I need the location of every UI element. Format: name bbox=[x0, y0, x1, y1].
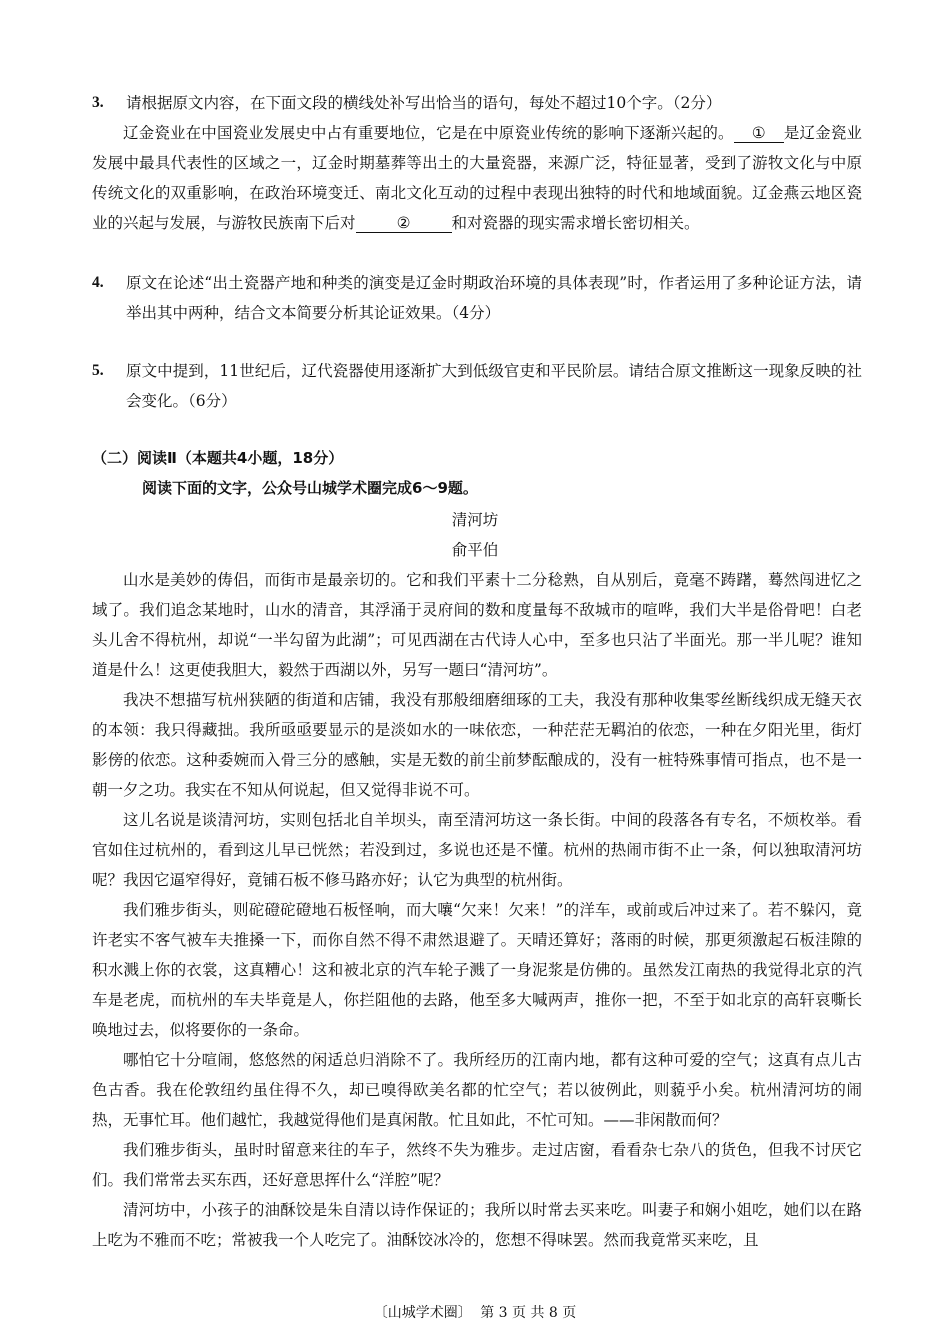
section-heading: （二）阅读Ⅱ（本题共4小题，18分） bbox=[92, 449, 344, 467]
blank-2: ② bbox=[356, 214, 452, 233]
blank-1: ① bbox=[734, 124, 784, 143]
article-title: 清河坊 bbox=[451, 511, 499, 529]
question-number: 5. bbox=[92, 362, 104, 379]
question-text: 请根据原文内容，在下面文段的横线处补写出恰当的语句，每处不超过10个字。（2分） bbox=[126, 94, 722, 112]
question-number: 3. bbox=[92, 94, 104, 111]
article-paragraph: 我决不想描写杭州狭陋的街道和店铺，我没有那般细磨细琢的工夫，我没有那种收集零丝断线织成无缝天衣的本领：我只得藏拙。我所亟亟要显示的是淡如水的一味依恋，一种茫茫无羁泊的依恋，一种在夕阳光里，街灯影傍的依恋。这种委婉而入骨三分的感触，实是无数的前尘前梦酝酿成的，没有一桩特殊事情可指点，也不是一朝一夕之功。我实在不知从何说起，但又觉得非说不可。 bbox=[92, 691, 862, 799]
question-text: 原文中提到，11世纪后，辽代瓷器使用逐渐扩大到低级官吏和平民阶层。请结合原文推断这一现象反映的社会变化。（6分） bbox=[126, 362, 862, 410]
question-number: 4. bbox=[92, 274, 104, 291]
article-paragraph: 清河坊中，小孩子的油酥饺是朱自清以诗作保证的；我所以时常去买来吃。叫妻子和娴小姐吃，她们以在路上吃为不雅而不吃；常被我一个人吃完了。油酥饺冰冷的，您想不得味罢。然而我竟常买来吃，且 bbox=[92, 1201, 862, 1249]
article-paragraph: 这儿名说是谈清河坊，实则包括北自羊坝头，南至清河坊这一条长街。中间的段落各有专名，不烦枚举。看官如住过杭州的，看到这儿早已恍然；若没到过，多说也还是不懂。杭州的热闹市街不止一条，何以独取清河坊呢？我因它逼窄得好，竟铺石板不修马路亦好；认它为典型的杭州街。 bbox=[92, 811, 862, 889]
article-author: 俞平伯 bbox=[451, 541, 499, 559]
question-4 bbox=[92, 268, 862, 328]
question-3 bbox=[92, 88, 862, 118]
article-paragraph: 我们雅步街头，则砣磴砣磴地石板怪响，而大嚷“欠来！欠来！”的洋车，或前或后冲过来了。若不躲闪，竟许老实不客气被车夫推搡一下，而你自然不得不肃然退避了。天晴还算好；落雨的时候，那更须激起石板洼隙的积水溅上你的衣裳，这真糟心！这和被北京的汽车轮子溅了一身泥浆是仿佛的。虽然发江南热的我觉得北京的汽车是老虎，而杭州的车夫毕竟是人，你拦阻他的去路，他至多大喊两声，推你一把，不至于如北京的高轩哀嘶长唤地过去，似将要你的一条命。 bbox=[92, 901, 862, 1039]
question-text: 原文在论述“出土瓷器产地和种类的演变是辽金时期政治环境的具体表现”时，作者运用了多种论证方法，请举出其中两种，结合文本简要分析其论证效果。（4分） bbox=[126, 274, 862, 322]
passage-part-1: 辽金瓷业在中国瓷业发展史中占有重要地位，它是在中原瓷业传统的影响下逐渐兴起的。 bbox=[123, 124, 734, 142]
fill-passage bbox=[92, 118, 862, 238]
question-5 bbox=[92, 356, 862, 416]
footer-source: 〔山城学术圈〕 bbox=[373, 1305, 472, 1321]
section-instruction: 阅读下面的文字，公众号山城学术圈完成6～9题。 bbox=[142, 479, 478, 497]
article-paragraph: 我们雅步街头，虽时时留意来往的车子，然终不失为雅步。走过店窗，看看杂七杂八的货色，但我不讨厌它们。我们常常去买东西，还好意思挥什么“洋腔”呢？ bbox=[92, 1141, 862, 1189]
article-paragraph: 山水是美妙的俦侣，而街市是最亲切的。它和我们平素十二分稔熟，自从别后，竟毫不踌躇，蓦然闯进忆之域了。我们追念某地时，山水的清音，其浮涌于灵府间的数和度量每不敌城市的喧哗，我们大半是俗骨吧！白老头儿舍不得杭州，却说“一半勾留为此湖”；可见西湖在古代诗人心中，至多也只沾了半面光。那一半儿呢？谁知道是什么！这更使我胆大，毅然于西湖以外，另写一题曰“清河坊”。 bbox=[92, 571, 862, 679]
passage-part-3: 和对瓷器的现实需求增长密切相关。 bbox=[451, 214, 700, 232]
footer-page-number: 第 3 页 共 8 页 bbox=[480, 1305, 577, 1321]
article-paragraph: 哪怕它十分喧闹，悠悠然的闲适总归消除不了。我所经历的江南内地，都有这种可爱的空气；这真有点儿古色古香。我在伦敦纽约虽住得不久，却已嗅得欧美名都的忙空气；若以彼例此，则藐乎小矣。杭州清河坊的闹热，无事忙耳。他们越忙，我越觉得他们是真闲散。忙且如此，不忙可知。——非闲散而何？ bbox=[92, 1051, 862, 1129]
page-footer bbox=[0, 1302, 950, 1322]
passage-part-2: 是辽金瓷业发展中最具代表性的区域之一，辽金时期墓葬等出土的大量瓷器，来源广泛，特征显著，受到了游牧文化与中原传统文化的双重影响，在政治环境变迁、南北文化互动的过程中表现出独特的时代和地域面貌。辽金燕云地区瓷业的兴起与发展，与游牧民族南下后对 bbox=[92, 124, 862, 232]
